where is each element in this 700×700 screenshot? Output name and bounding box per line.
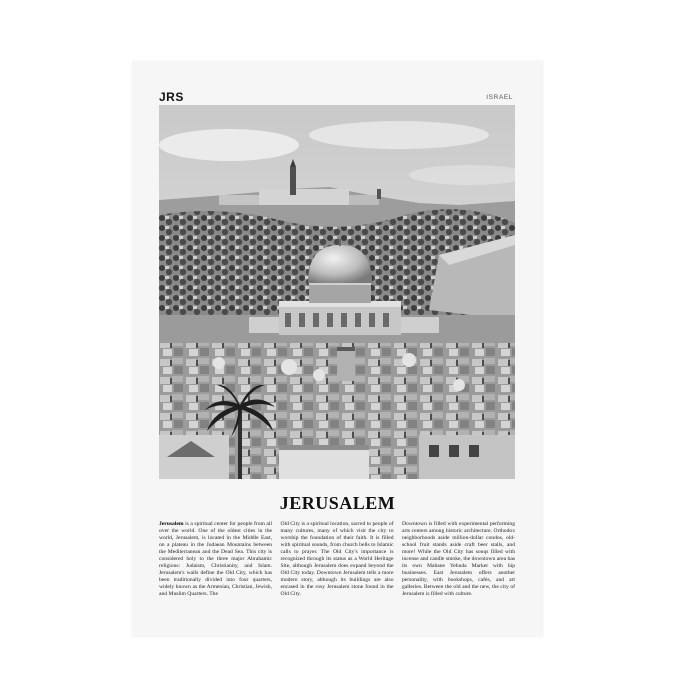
city-title: JERUSALEM bbox=[279, 493, 396, 513]
description-column-1 bbox=[159, 521, 272, 599]
description-column-3: Downtown is filled with experimental performing arts centers among historic architecture. Orthodox neighborhoods aside million-dollar condos, old-school fruit stands aside craft beer stalls, and more! While the Old City has souqs filled with incense and candle smoke, the downtown area has its own Mahane Yehuda Market with hip businesses. East Jerusalem offers another personality, with bookshops, cafés, and art galleries. Between the old and the new, the city of Jerusalem is filled with culture. bbox=[402, 521, 515, 598]
city-code: JRS bbox=[159, 90, 184, 104]
city-photo-illustration bbox=[159, 105, 515, 479]
poster bbox=[132, 61, 543, 637]
description-text-1: is a spiritual center for people from all over the world. One of the oldest cities in the world, Jerusalem, is located in the Middle East, on a plateau in the Judaean Mountains between the Mediterranean and the Dead Sea. This city is considered holy to the three major Abrahamic religions: Judaism, Christianity, and Islam. Jerusalem's walls define the Old City, which has been traditionally divided into four quarters, widely known as the Armenian, Christian, Jewish, and Muslim Quarters. The bbox=[159, 521, 272, 598]
description-columns bbox=[159, 521, 515, 599]
description-column-2: Old City is a spiritual location, sacred to people of many cultures, many of which visit the city to worship the foundation of their faith. It is filled with spiritual sounds, from church bells to Islamic calls to prayer. The Old City's importance is recognized through its status as a World Heritage Site, although Jerusalem does expand beyond the Old City today. Downtown Jerusalem tells a more modern story, although its buildings are also encased in the rosy Jerusalem stone found in the Old City. bbox=[280, 521, 394, 598]
description-lead-word: Jerusalem bbox=[159, 521, 184, 527]
country-label: ISRAEL bbox=[486, 94, 513, 101]
city-photo bbox=[159, 105, 515, 479]
